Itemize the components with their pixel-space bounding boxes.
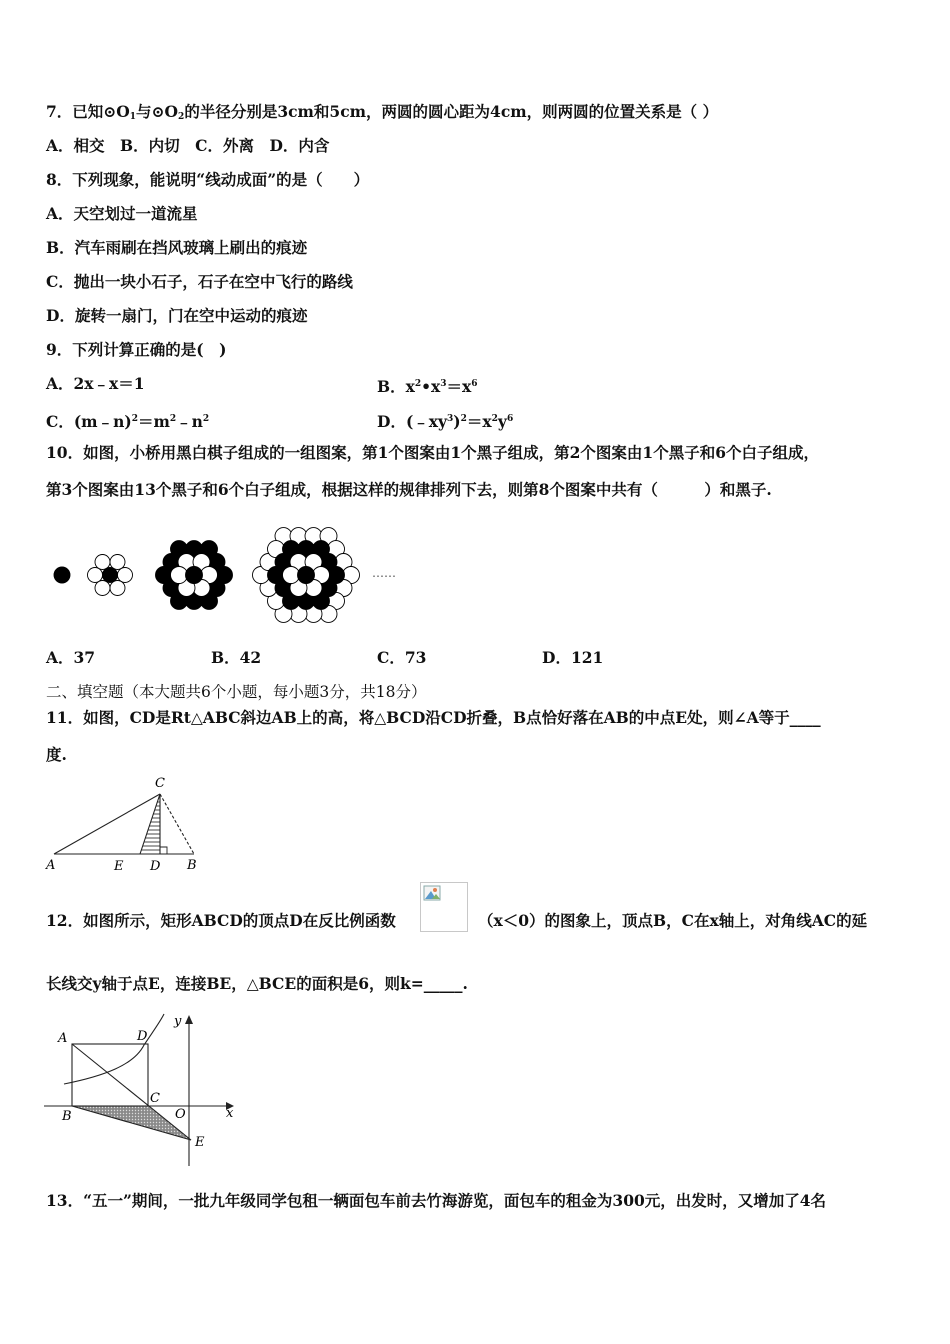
q9-d-part3: ＝x — [466, 412, 492, 431]
label-o: O — [175, 1107, 186, 1122]
q11-triangle-figure — [42, 772, 212, 876]
white-stone — [95, 555, 110, 570]
segment-cb-dashed — [160, 794, 194, 854]
q8-stem: 8．下列现象，能说明“线动成面”的是（ ） — [46, 170, 370, 189]
q9-stem: 9．下列计算正确的是( ) — [46, 340, 227, 359]
q9-c-sup1: 2 — [131, 414, 138, 424]
label-c: C — [150, 1091, 160, 1106]
q9-option-b — [377, 374, 478, 397]
q9-d-part2: ) — [453, 412, 461, 431]
y-axis-arrow — [185, 1015, 193, 1024]
q10-option-c: C．73 — [377, 648, 427, 667]
q7-stem-part3: 的半径分别是3cm和5cm，两圆的圆心距为4cm，则两圆的位置关系是（ ） — [184, 102, 719, 121]
q9-b-sup3: 6 — [471, 379, 478, 389]
label-a: A — [58, 1031, 68, 1046]
q7-sub2: 2 — [178, 112, 185, 122]
q11-stem-line1: 11．如图，CD是Rt△ABC斜边AB上的高，将△BCD沿CD折叠，B点恰好落在AB的中点E处，则∠A等于____ — [46, 708, 821, 727]
q9-c-part1: C．(m﹣n) — [46, 412, 132, 431]
white-stone — [171, 567, 188, 584]
label-c: C — [155, 776, 165, 791]
q10-stem-line1: 10．如图，小桥用黑白棋子组成的一组图案，第1个图案由1个黑子组成，第2个图案由1个黑子和6个白子组成， — [46, 443, 819, 462]
q12-graph-figure — [44, 1010, 244, 1170]
q12-stem-line1-part2: （x＜0）的图象上，顶点B，C在x轴上，对角线AC的延 — [478, 911, 868, 930]
q12-stem-line1-part1: 12．如图所示，矩形ABCD的顶点D在反比例函数 — [46, 911, 396, 930]
white-stone — [110, 555, 125, 570]
q9-b-part2: •x — [421, 377, 441, 396]
q9-b-sup2: 3 — [440, 379, 447, 389]
q10-option-a: A．37 — [46, 648, 96, 667]
q9-b-sup1: 2 — [414, 379, 422, 389]
broken-image-icon — [423, 885, 443, 903]
q9-c-sup3: 2 — [202, 414, 210, 424]
right-angle-mark — [160, 847, 167, 854]
q7-stem-part1: 7．已知⊙O — [46, 102, 130, 121]
q9-c-sup2: 2 — [169, 414, 177, 424]
q8-option-d: D．旋转一扇门，门在空中运动的痕迹 — [46, 306, 308, 325]
q9-b-part3: ＝x — [446, 377, 472, 396]
q11-stem-line2: 度. — [46, 745, 67, 764]
q7-sub1: 1 — [129, 112, 137, 122]
black-stone — [103, 568, 118, 583]
q9-d-sup1: 3 — [447, 414, 454, 424]
white-stone — [110, 580, 125, 595]
black-stone — [298, 567, 315, 584]
pattern-1 — [54, 567, 70, 583]
q10-option-b: B．42 — [211, 648, 262, 667]
q9-c-part2: ＝m — [137, 412, 170, 431]
q9-d-sup4: 6 — [506, 414, 514, 424]
q7-stem-part2: 与⊙O — [136, 102, 179, 121]
q9-option-d — [377, 409, 513, 432]
q13-stem-line1: 13．“五一”期间，一批九年级同学包租一辆面包车前去竹海游览，面包车的租金为300元，出发时，又增加了4名 — [46, 1191, 827, 1210]
label-e: E — [114, 859, 124, 874]
label-e: E — [195, 1135, 205, 1150]
q8-option-c: C．抛出一块小石子，石子在空中飞行的路线 — [46, 272, 353, 291]
section-2-heading: 二、填空题（本大题共6个小题，每小题3分，共18分） — [46, 683, 427, 701]
q9-d-sup3: 2 — [491, 414, 498, 424]
q12-stem-line2: 长线交y轴于点E，连接BE，△BCE的面积是6，则k=_____. — [46, 974, 468, 993]
white-stone — [283, 567, 300, 584]
pattern-4 — [253, 528, 360, 623]
white-stone — [118, 568, 133, 583]
label-y: y — [174, 1014, 182, 1029]
q9-b-part1: B．x — [377, 377, 415, 396]
q9-option-a: A．2x﹣x＝1 — [46, 374, 145, 393]
q10-pattern-figure — [46, 524, 466, 624]
q9-d-part1: D．(﹣xy — [377, 412, 448, 431]
q10-ellipsis: …… — [372, 566, 396, 580]
label-x: x — [226, 1106, 234, 1121]
label-d: D — [150, 859, 161, 874]
black-stone — [186, 567, 203, 584]
black-stone — [54, 567, 70, 583]
q8-option-a: A．天空划过一道流星 — [46, 204, 198, 223]
q9-d-sup2: 2 — [460, 414, 467, 424]
q9-d-part4: y — [497, 412, 507, 431]
q7-stem — [46, 102, 718, 127]
label-a: A — [46, 858, 56, 873]
white-stone — [88, 568, 103, 583]
q7-options: A．相交 B．内切 C．外离 D．内含 — [46, 136, 330, 155]
label-b: B — [62, 1109, 72, 1124]
label-d: D — [137, 1029, 148, 1044]
diagonal-ac-extended — [72, 1044, 191, 1140]
q8-option-b: B．汽车雨刷在挡风玻璃上刷出的痕迹 — [46, 238, 308, 257]
q10-stem-line2: 第3个图案由13个黑子和6个白子组成，根据这样的规律排列下去，则第8个图案中共有（ ）和黑子. — [46, 480, 772, 499]
white-stone — [95, 580, 110, 595]
q9-option-c — [46, 409, 209, 432]
q10-option-d: D．121 — [542, 648, 604, 667]
q9-c-part3: ﹣n — [176, 412, 203, 431]
formula-image-placeholder — [420, 882, 468, 932]
pattern-3 — [156, 541, 233, 610]
label-b: B — [187, 858, 197, 873]
pattern-2 — [88, 555, 133, 596]
